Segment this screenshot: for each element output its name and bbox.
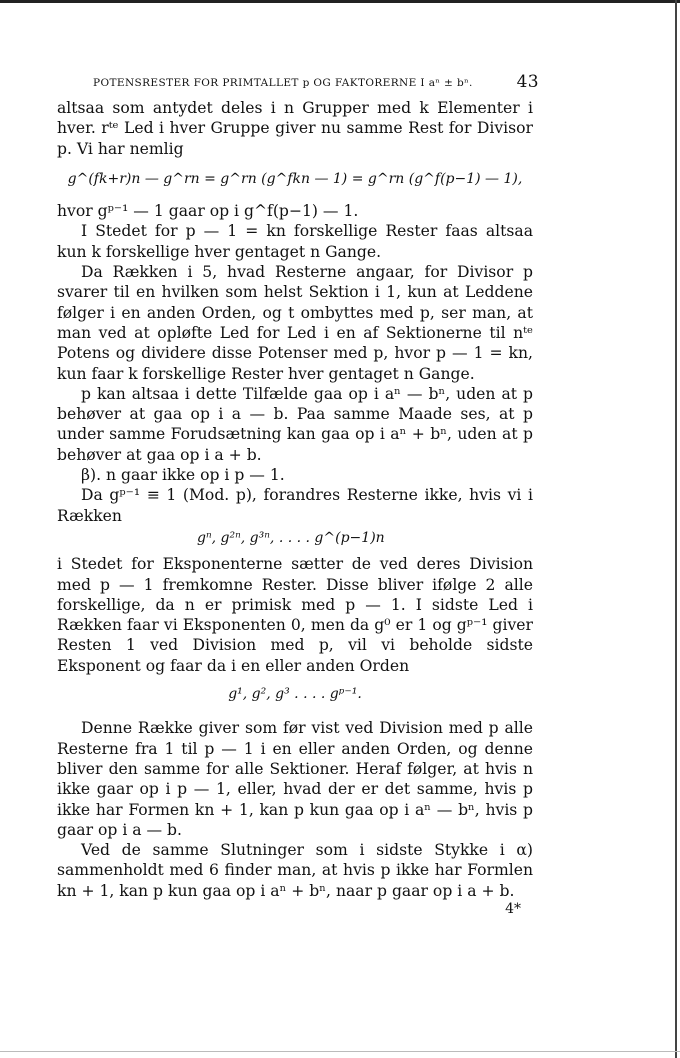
top-border: [0, 0, 680, 3]
paragraph-4: Da Rækken i 5, hvad Resterne angaar, for Divisor p svarer til en hvilken som helst Sektion i 1, kun at Leddene følger i en anden Orden, og t ombyttes med p, ser man, at man ved at opløfte Led for Led i en af Sektionerne til nᵗᵉ Potens og dividere disse Potenser med p, hvor p — 1 = kn, kun faar k forskellige Rester hver gentaget n Gange.: [57, 263, 533, 383]
paragraph-5: p kan altsaa i dette Tilfælde gaa op i aⁿ — bⁿ, uden at p behøver at gaa op i a — b. Paa samme Maade ses, at p under samme Forudsætning kan gaa op i aⁿ + bⁿ, uden at p behøver at gaa op i a + b.: [57, 384, 533, 464]
paragraph-9: Denne Række giver som før vist ved Division med p alle Resterne fra 1 til p — 1 i en eller anden Orden, og denne bliver den samme for alle Sektioner. Heraf følger, at hvis n ikke gaar op i p — 1, eller, hvad der er det samme, hvis p ikke har Formen kn + 1, kan p kun gaa op i aⁿ — bⁿ, hvis p gaar op i a — b.: [57, 719, 533, 839]
paragraph-1: altsaa som antydet deles i n Grupper med k Elementer i hver. rᵗᵉ Led i hver Gruppe giver nu samme Rest for Divisor p. Vi har nemlig: [57, 99, 533, 158]
paragraph-3: I Stedet for p — 1 = kn forskellige Rester faas altsaa kun k forskellige hver gentaget n Gange.: [57, 222, 533, 261]
paragraph-8: i Stedet for Eksponenterne sætter de ved deres Division med p — 1 fremkomne Rester. Disse bliver ifølge 2 alle forskellige, da n er primisk med p — 1. I sidste Led i Rækken faar vi Eksponenten 0, men da g⁰ er 1 og gᵖ⁻¹ giver Resten 1 ved Division med p, vil vi beholde sidste Eksponent og faar da i en eller anden Orden: [57, 555, 533, 675]
page: [57, 70, 539, 919]
page-number: 43: [516, 72, 539, 92]
formula-2: gⁿ, g²ⁿ, g³ⁿ, . . . . g^(p−1)n: [197, 529, 385, 546]
formula-1: g^(fk+r)n — g^rn = g^rn (g^fkn — 1) = g^rn (g^f(p−1) — 1),: [67, 170, 523, 187]
paragraph-10: Ved de samme Slutninger som i sidste Stykke i α) sammenholdt med 6 finder man, at hvis p ikke har Formlen kn + 1, kan p kun gaa op i aⁿ + bⁿ, naar p gaar op i a + b.: [57, 841, 533, 900]
bottom-border: [0, 1051, 680, 1052]
paragraph-6: β). n gaar ikke op i p — 1.: [81, 466, 285, 485]
formula-3: g¹, g², g³ . . . . gᵖ⁻¹.: [228, 686, 362, 703]
paragraph-7: Da gᵖ⁻¹ ≡ 1 (Mod. p), forandres Resterne ikke, hvis vi i Rækken: [57, 486, 533, 525]
page-header: [57, 70, 539, 98]
body-text: [57, 98, 533, 919]
right-border: [675, 0, 677, 1058]
paragraph-2: hvor gᵖ⁻¹ — 1 gaar op i g^f(p−1) — 1.: [57, 202, 359, 221]
signature-mark: 4*: [505, 900, 521, 917]
running-title: POTENSRESTER FOR PRIMTALLET p OG FAKTORERNE I aⁿ ± bⁿ.: [93, 77, 473, 89]
